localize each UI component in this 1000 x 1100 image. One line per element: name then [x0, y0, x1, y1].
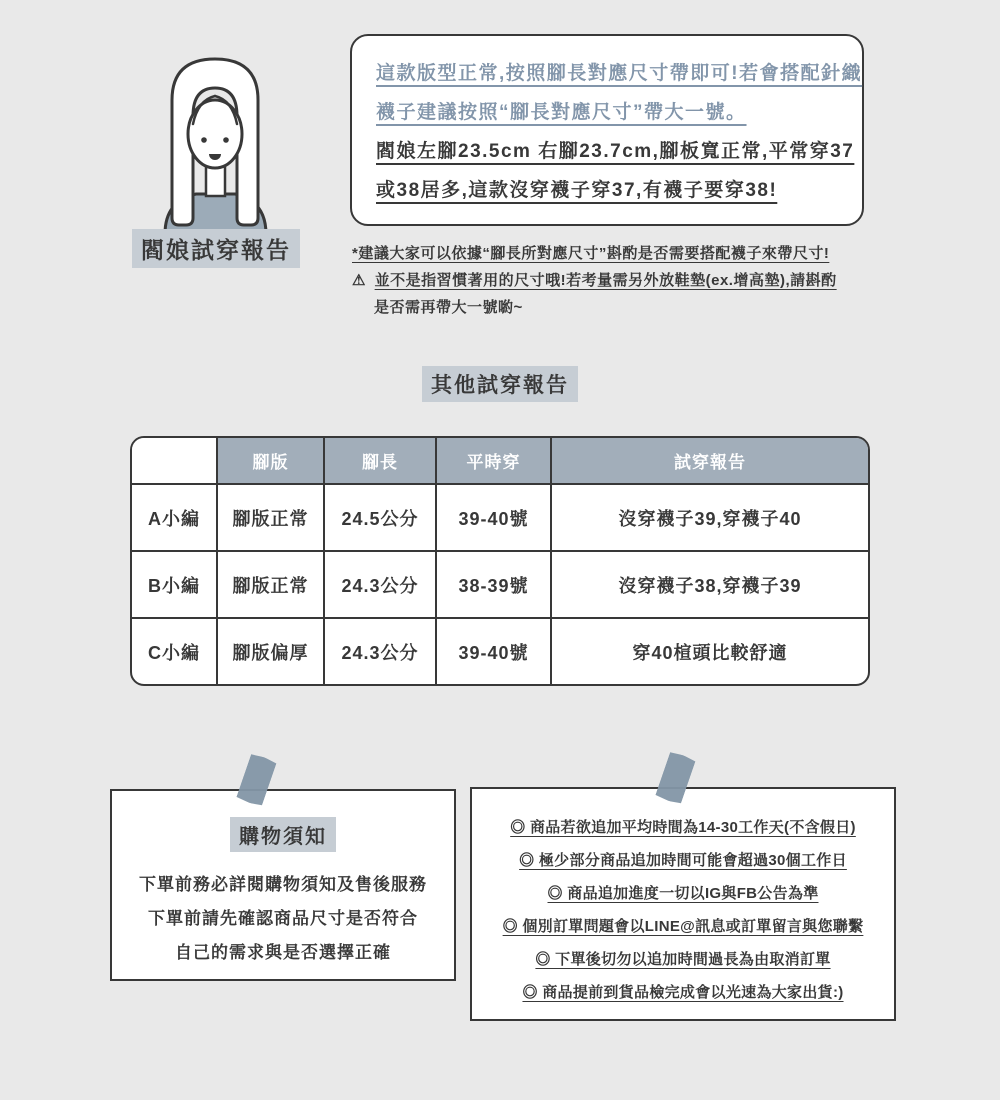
- note-line-1: *建議大家可以依據“腳長所對應尺寸”斟酌是否需要搭配襪子來帶尺寸!: [352, 245, 830, 262]
- table-cell: 腳版正常: [216, 552, 323, 617]
- note-line-3: 是否需再帶大一號喲~: [374, 299, 523, 316]
- table-header-cell: 平時穿: [435, 438, 550, 483]
- table-header-cell: [132, 438, 216, 483]
- shopping-notice-box: [110, 789, 456, 981]
- fitting-table: [130, 436, 870, 686]
- table-row: [132, 617, 868, 684]
- table-header-row: [132, 438, 868, 483]
- table-cell: 38-39號: [435, 552, 550, 617]
- table-row: [132, 483, 868, 550]
- shopping-notice-lines: [112, 868, 454, 970]
- table-cell: 24.5公分: [323, 485, 435, 550]
- table-header-cell: 試穿報告: [550, 438, 868, 483]
- notice-line: 下單前務必詳閱購物須知及售後服務: [139, 875, 427, 894]
- table-cell: 沒穿襪子38,穿襪子39: [550, 552, 868, 617]
- section-title: 其他試穿報告: [422, 366, 578, 402]
- table-cell: 穿40楦頭比較舒適: [550, 619, 868, 684]
- table-cell: 沒穿襪子39,穿襪子40: [550, 485, 868, 550]
- table-cell: 24.3公分: [323, 552, 435, 617]
- table-row: [132, 550, 868, 617]
- policy-line: ◎ 極少部分商品追加時間可能會超過30個工作日: [519, 852, 847, 869]
- table-cell: 腳版正常: [216, 485, 323, 550]
- note-line-2: ⚠ 並不是指習慣著用的尺寸哦!若考量需另外放鞋墊(ex.增高墊),請斟酌: [352, 272, 837, 289]
- bubble-line: 閻娘左腳23.5cm 右腳23.7cm,腳板寬正常,平常穿37: [376, 141, 855, 162]
- section-title-row: [0, 366, 1000, 402]
- avatar-illustration: [148, 38, 284, 234]
- table-header-cell: 腳版: [216, 438, 323, 483]
- policy-line: ◎ 商品追加進度一切以IG與FB公告為準: [547, 885, 819, 902]
- shopping-notice-title: 購物須知: [230, 817, 336, 852]
- table-header-cell: 腳長: [323, 438, 435, 483]
- bubble-line: 這款版型正常,按照腳長對應尺寸帶即可!若會搭配針織: [376, 63, 863, 84]
- policy-line: ◎ 個別訂單問題會以LINE@訊息或訂單留言與您聯繫: [502, 918, 864, 935]
- table-cell: 39-40號: [435, 485, 550, 550]
- warning-icon: ⚠: [352, 272, 366, 289]
- table-cell: 腳版偏厚: [216, 619, 323, 684]
- policy-line: ◎ 商品若欲追加平均時間為14-30工作天(不含假日): [510, 819, 856, 836]
- table-cell: A小編: [148, 508, 200, 529]
- fitting-note-bubble: [350, 34, 864, 226]
- notice-line: 自己的需求與是否選擇正確: [175, 943, 391, 962]
- table-cell: B小編: [148, 575, 200, 596]
- policy-line: ◎ 下單後切勿以追加時間過長為由取消訂單: [535, 951, 831, 968]
- bubble-line: 或38居多,這款沒穿襪子穿37,有襪子要穿38!: [376, 180, 778, 201]
- bubble-line: 襪子建議按照“腳長對應尺寸”帶大一號。: [376, 102, 747, 123]
- size-advice-note: [352, 240, 882, 321]
- table-cell: C小編: [148, 642, 200, 663]
- notice-line: 下單前請先確認商品尺寸是否符合: [148, 909, 418, 928]
- table-cell: 24.3公分: [323, 619, 435, 684]
- reporter-label: [132, 229, 300, 268]
- order-policy-box: [470, 787, 896, 1021]
- reporter-label-text: 閻娘試穿報告: [132, 229, 300, 268]
- policy-line: ◎ 商品提前到貨品檢完成會以光速為大家出貨:): [522, 984, 844, 1001]
- avatar: [148, 38, 284, 234]
- table-cell: 39-40號: [435, 619, 550, 684]
